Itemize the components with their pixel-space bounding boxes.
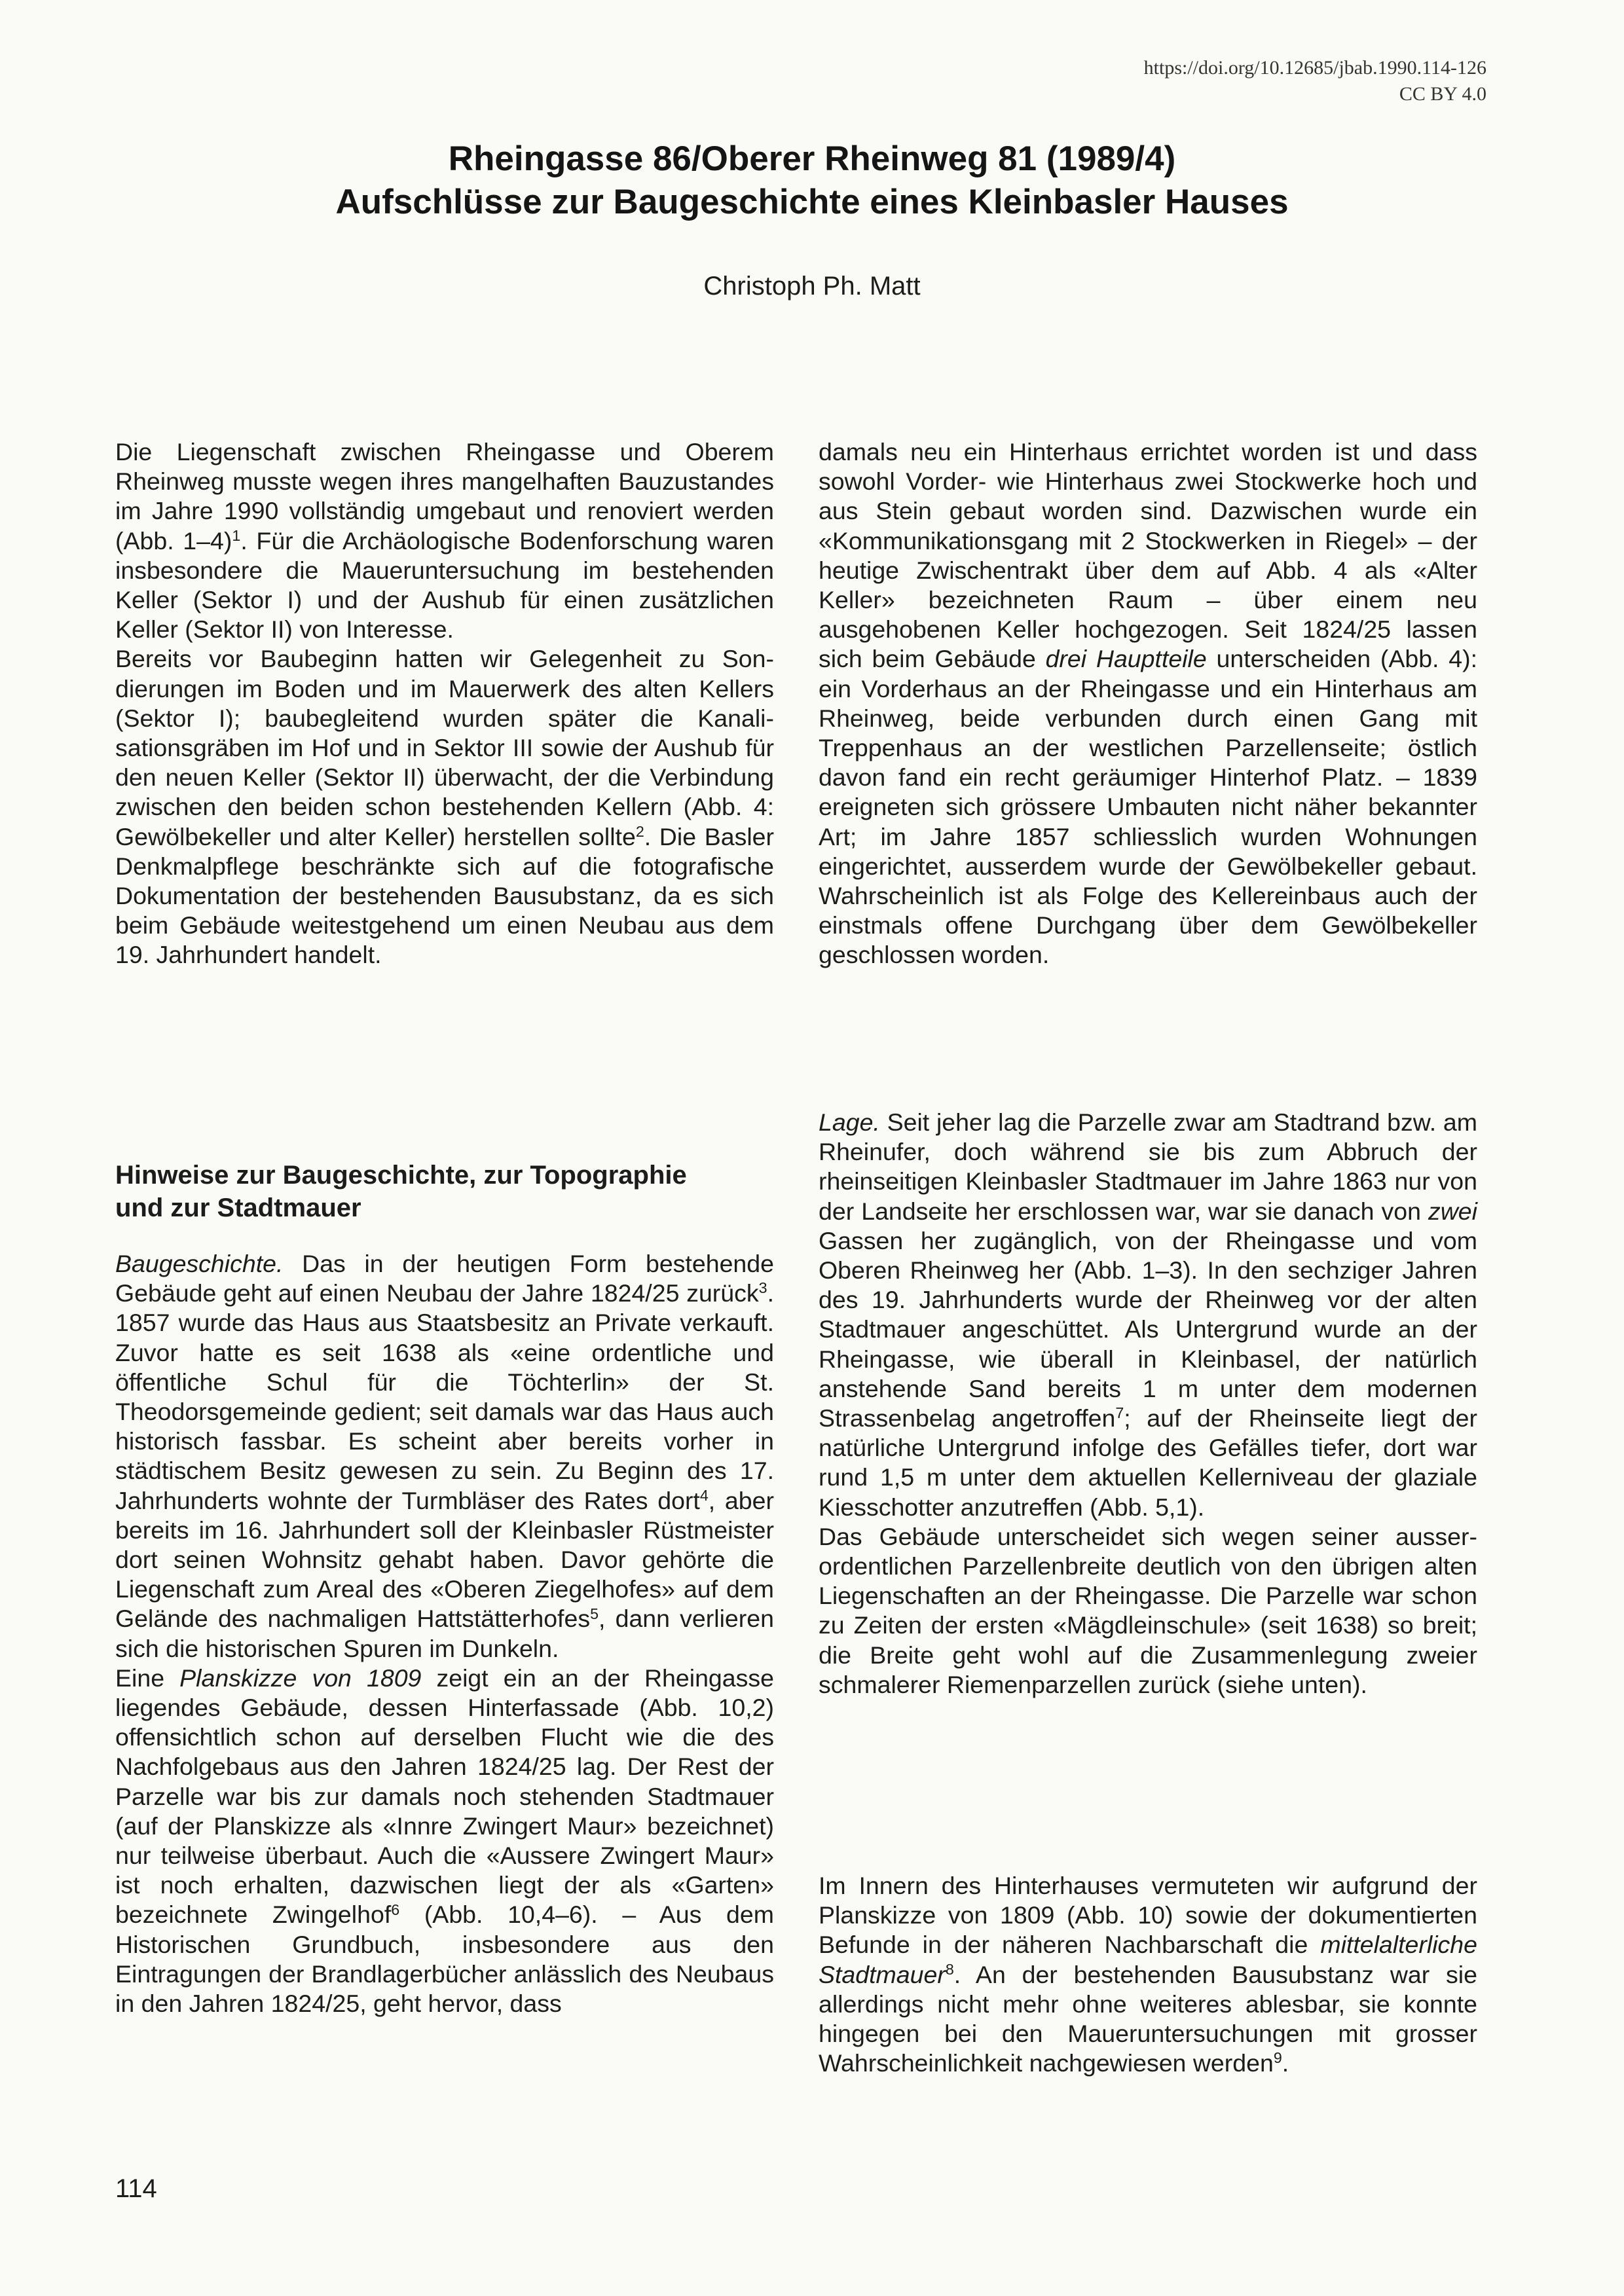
text-run: , aber bereits im 16. Jahrhundert soll der Kleinbasler Rüstmeister dort seinen Wohnsitz gehabt haben. Davor gehörte die Liegenschaft zum Areal des «Oberen Ziegelhofes» auf dem Gelände des nachmaligen Hattstätterhofes (115, 1486, 774, 1633)
title-line-1: Rheingasse 86/Oberer Rheinweg 81 (1989/4) (448, 139, 1176, 178)
right-column-city-wall (819, 1871, 1477, 2078)
footnote-ref[interactable]: 6 (391, 1901, 400, 1918)
text-run: . (1282, 2049, 1289, 2077)
section-heading-line-1: Hinweise zur Baugeschichte, zur Topographie (115, 1161, 687, 1190)
article-title (0, 137, 1624, 224)
text-run: Das in der heutigen Form bestehende Gebäude geht auf einen Neubau der Jahre 1824/25 zurück (115, 1250, 774, 1307)
text-run: , dann verlieren sich die historischen Spuren im Dunkeln. (115, 1605, 774, 1662)
footnote-ref[interactable]: 1 (232, 526, 241, 544)
right-column-continuation (819, 437, 1477, 970)
text-run: Gassen her zugänglich, von der Rheingasse und vom Oberen Rheinweg her (Abb. 1–3). In den sechziger Jahren des 19. Jahrhunderts wurde der Rheinweg vor der alten Stadtmauer angeschüttet. Als Untergrund wurde an der Rheingasse, wie überall in Kleinbasel, der natürlich anstehende Sand bereits 1 m unter dem modernen Strassenbelag angetroffen (819, 1226, 1477, 1432)
page-number: 114 (115, 2174, 157, 2203)
text-run: zeigt ein an der Rheingasse liegendes Gebäude, dessen Hinterfassade (Abb. 10,2) offensichtlich schon auf derselben Flucht wie die des Nachfolgebaus aus den Jahren 1824/25 lag. Der Rest der Parzelle war bis zur damals noch stehenden Stadtmauer (auf der Planskizze als «Innre Zwingert Maur» bezeichnet) nur teilweise überbaut. Auch die «Aussere Zwingert Maur» ist noch erhalten, dazwischen liegt der als «Garten» bezeichnete Zwingelhof (115, 1664, 774, 1929)
text-run: . Die Basler Denkmalpflege beschränkte sich auf die fotografische Dokumentation der bestehenden Bausubstanz, da es sich beim Gebäude weitestgehend um einen Neubau aus dem 19. Jahrhundert handelt. (115, 822, 774, 969)
text-run: . 1857 wurde das Haus aus Staatsbesitz an Private verkauft. Zuvor hatte es seit 1638 als «eine ordentliche und öffentliche Schul für die Töchterlin» der St. Theodorsgemeinde gedient; seit damals war das Haus auch historisch fassbar. Es scheint aber bereits vorher in städtischem Besitz gewesen zu sein. Zu Beginn des 17. Jahrhunderts wohnte der Turmbläser des Rates dort (115, 1279, 774, 1514)
license-label: CC BY 4.0 (1399, 83, 1486, 105)
footnote-ref[interactable]: 3 (758, 1279, 767, 1297)
paragraph (819, 1522, 1477, 1700)
section-heading-line-2: und zur Stadtmauer (115, 1194, 361, 1222)
footnote-ref[interactable]: 7 (1115, 1404, 1124, 1422)
paragraph (115, 644, 774, 970)
text-run: Seit jeher lag die Parzelle zwar am Stadtrand bzw. am Rheinufer, doch während sie bis zum Abbruch der rheinseitigen Kleinbasler Stadtmauer im Jahre 1863 nur von der Landseite her erschlossen war, war sie danach von (819, 1108, 1477, 1225)
title-line-2: Aufschlüsse zur Baugeschichte eines Kleinbasler Hauses (335, 183, 1289, 221)
text-run: . An der bestehenden Bausubstanz war sie allerdings nicht mehr ohne weiteres ablesbar, sie konnte hingegen bei den Maueruntersuchungen mit grosser Wahrscheinlichkeit nachgewiesen werden (819, 1960, 1477, 2077)
text-run: . Für die Archäologische Bodenforschung waren insbesondere die Maueruntersuchung im bestehenden Keller (Sektor I) und der Aushub für einen zusätzlichen Keller (Sektor II) von Interesse. (115, 526, 774, 644)
text-run: Das Gebäude unterscheidet sich wegen seiner ausserordentlichen Parzellenbreite deutlich von den übrigen alten Liegenschaften an der Rheingasse. Die Parzelle war schon zu Zeiten der ersten «Mägdleinschule» (seit 1638) so breit; die Breite geht wohl auf die Zusammenlegung zweier schmalerer Riemenparzellen zurück (siehe unten). (819, 1522, 1477, 1698)
doi-link[interactable]: https://doi.org/10.12685/jbab.1990.114-126 (1143, 57, 1486, 79)
paragraph (819, 1871, 1477, 2078)
left-column-intro (115, 437, 774, 970)
text-run: ; auf der Rheinseite liegt der natürliche Untergrund infolge des Gefälles tiefer, dort war rund 1,5 m unter dem aktuellen Kellerniveau der glaziale Kiesschotter anzutreffen (Abb. 5,1). (819, 1404, 1477, 1521)
emphasis: drei Hauptteile (1045, 645, 1207, 673)
run-in-label: Baugeschichte. (115, 1250, 284, 1277)
left-column-history (115, 1249, 774, 2018)
paragraph (819, 1108, 1477, 1522)
footnote-ref[interactable]: 9 (1273, 2049, 1282, 2067)
run-in-label: Lage. (819, 1108, 880, 1136)
author-name: Christoph Ph. Matt (703, 272, 921, 301)
emphasis: Planskizze von 1809 (179, 1664, 422, 1692)
text-run: unterscheiden (Abb. 4): ein Vorderhaus an der Rheingasse und ein Hinterhaus am Rheinweg, beide verbunden durch einen Gang mit Treppenhaus an der westlichen Parzellenseite; östlich davon fand ein recht geräumiger Hinterhof Platz. – 1839 ereigneten sich grössere Umbauten nicht näher bekannter Art; im Jahre 1857 schliesslich wurden Wohnungen eingerichtet, ausserdem wurde der Gewölbekeller gebaut. Wahrscheinlich ist als Folge des Kellereinbaus auch der einstmals offene Durchgang über dem Gewölbekeller geschlossen worden. (819, 645, 1478, 969)
footnote-ref[interactable]: 5 (590, 1605, 599, 1622)
paragraph (115, 1664, 774, 2018)
paragraph (115, 1249, 774, 1664)
doi-header (1144, 55, 1486, 107)
section-heading (115, 1159, 774, 1224)
paragraph (115, 437, 774, 644)
footnote-ref[interactable]: 8 (945, 1960, 954, 1978)
text-run: Im Innern des Hinterhauses vermuteten wir aufgrund der Planskizze von 1809 (Abb. 10) sowie der dokumentierten Befunde in der näheren Nachbarschaft die (819, 1872, 1477, 1959)
emphasis: mittelalterliche Stadtmauer (819, 1931, 1477, 1988)
text-run: (Abb. 10,4–6). – Aus dem Historischen Grundbuch, insbesondere aus den Eintragungen der Brandlagerbücher anlässlich des Neubaus in den Jahren 1824/25, geht hervor, dass (115, 1901, 774, 2018)
footnote-ref[interactable]: 4 (699, 1486, 709, 1504)
footnote-ref[interactable]: 2 (635, 822, 644, 840)
text-run: Die Liegenschaft zwischen Rheingasse und Oberem Rheinweg musste wegen ihres mangelhaften Bauzustandes im Jahre 1990 vollständig umgebaut und renoviert werden (Abb. 1–4) (115, 438, 774, 555)
text-run: Eine (115, 1664, 180, 1692)
right-column-location (819, 1108, 1477, 1700)
paragraph (819, 437, 1477, 970)
text-run: Bereits vor Baubeginn hatten wir Gelegenheit zu Sondierungen im Boden und im Mauerwerk des alten Kellers (Sektor I); baubegleitend wurden später die Kanalisationsgräben im Hof und in Sektor III sowie der Aushub für den neuen Keller (Sektor II) überwacht, der die Verbindung zwischen den beiden schon bestehenden Kellern (Abb. 4: Gewölbekeller und alter Keller) herstellen sollte (115, 645, 774, 850)
emphasis: zwei (1428, 1197, 1477, 1225)
text-run: damals neu ein Hinterhaus errichtet worden ist und dass sowohl Vorder- wie Hinterhaus zwei Stockwerke hoch und aus Stein gebaut worden sind. Dazwischen wurde ein «Kommunikationsgang mit 2 Stockwerken in Riegel» – der heutige Zwischentrakt über dem auf Abb. 4 als «Alter Keller» bezeichneten Raum – über einem neu ausgehobenen Keller hochgezogen. Seit 1824/25 lassen sich beim Gebäude (819, 438, 1477, 673)
